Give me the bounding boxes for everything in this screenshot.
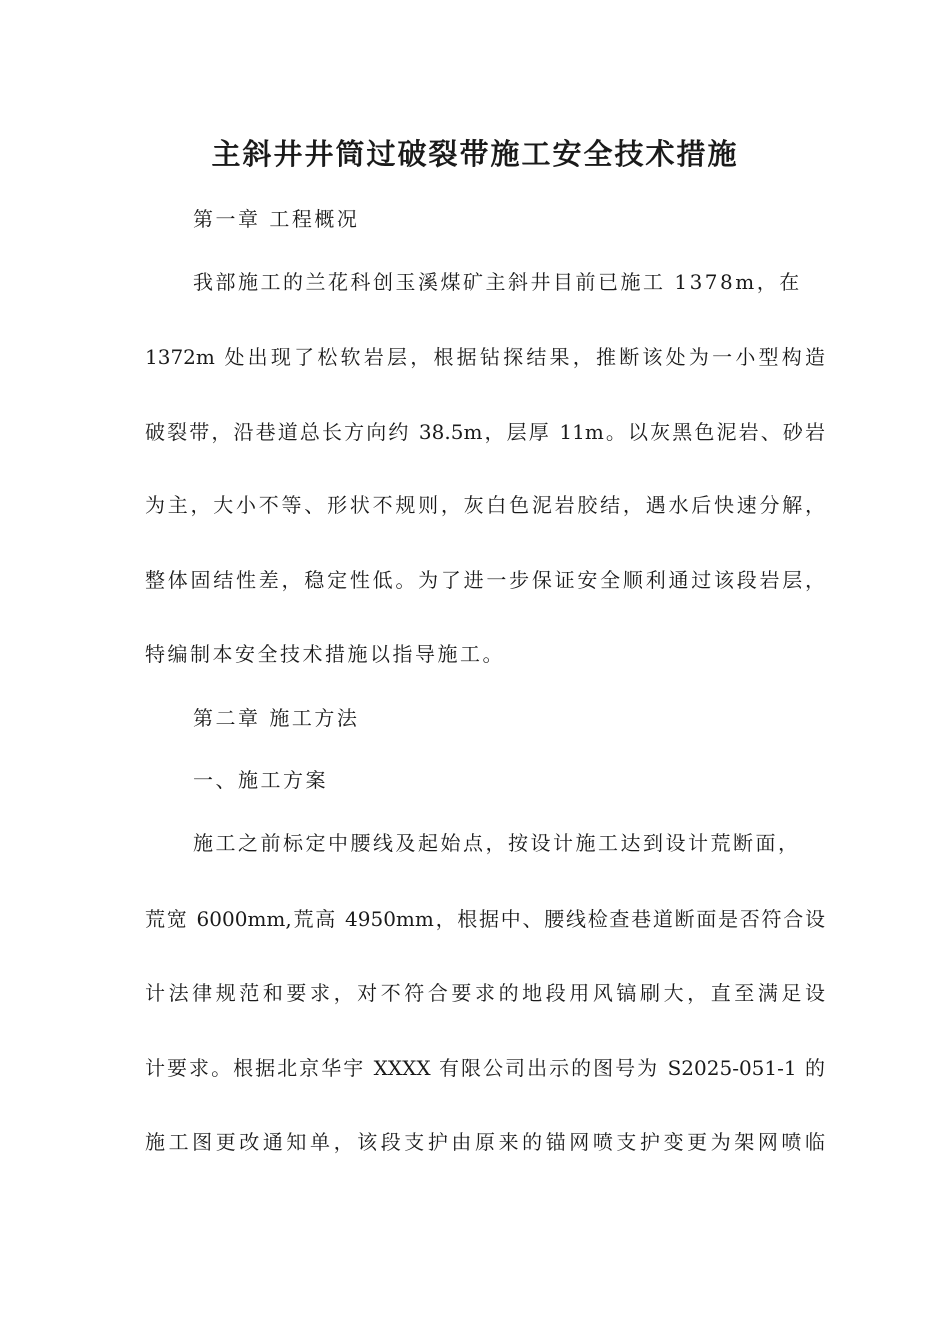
paragraph-line: 特编制本安全技术措施以指导施工。 bbox=[145, 642, 505, 666]
document-title: 主斜井井筒过破裂带施工安全技术措施 bbox=[211, 137, 739, 171]
paragraph-line: 为主，大小不等、形状不规则，灰白色泥岩胶结，遇水后快速分解， bbox=[145, 493, 825, 517]
paragraph-line: 我部施工的兰花科创玉溪煤矿主斜井目前已施工 1378m，在 bbox=[193, 270, 802, 294]
paragraph-line: 破裂带，沿巷道总长方向约 38.5m，层厚 11m。以灰黑色泥岩、砂岩 bbox=[145, 420, 825, 444]
paragraph-line: 1372m 处出现了松软岩层，根据钻探结果，推断该处为一小型构造 bbox=[145, 345, 825, 369]
paragraph-line: 整体固结性差，稳定性低。为了进一步保证安全顺利通过该段岩层， bbox=[145, 568, 825, 592]
section-heading: 一、施工方案 bbox=[193, 768, 328, 792]
paragraph-line: 计要求。根据北京华宇 XXXX 有限公司出示的图号为 S2025-051-1 的 bbox=[145, 1056, 825, 1080]
chapter-heading-1: 第一章 工程概况 bbox=[193, 207, 360, 231]
paragraph-line: 计法律规范和要求，对不符合要求的地段用风镐刷大，直至满足设 bbox=[145, 981, 825, 1005]
paragraph-line: 施工图更改通知单，该段支护由原来的锚网喷支护变更为架网喷临 bbox=[145, 1130, 825, 1154]
paragraph-line: 施工之前标定中腰线及起始点，按设计施工达到设计荒断面， bbox=[193, 831, 801, 855]
paragraph-line: 荒宽 6000mm,荒高 4950mm，根据中、腰线检查巷道断面是否符合设 bbox=[145, 907, 825, 931]
chapter-heading-2: 第二章 施工方法 bbox=[193, 706, 360, 730]
